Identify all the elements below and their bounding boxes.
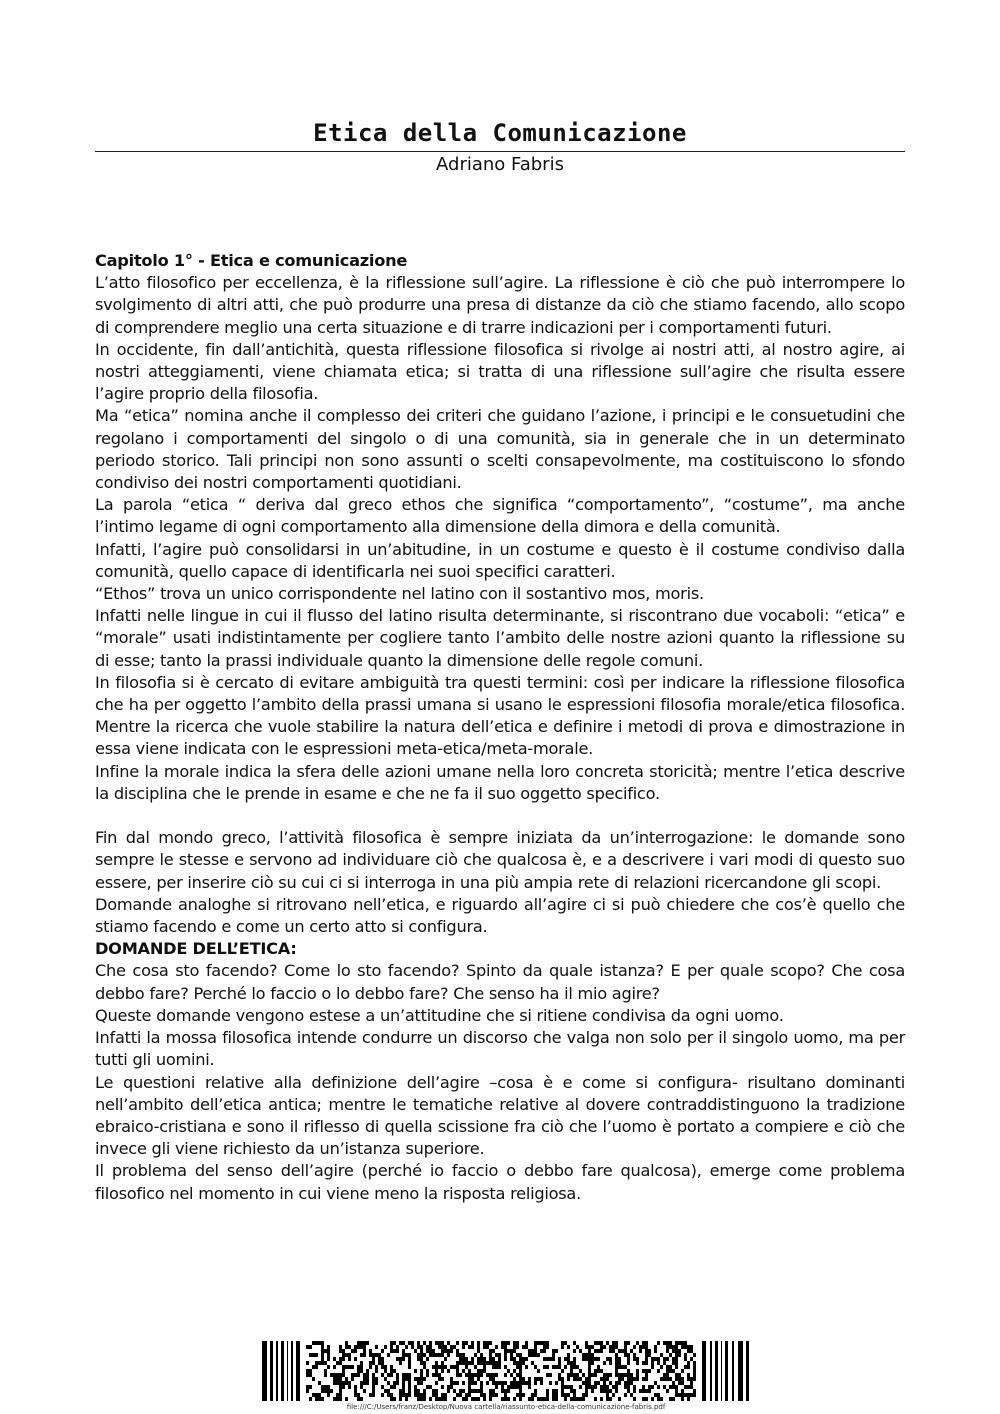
- paragraph: In occidente, fin dall’antichità, questa riflessione filosofica si rivolge ai nostri atti, al nostro agire, ai nostri atteggiamenti, viene chiamata etica; si tratta di una riflessione sull’agire che risulta essere l’agire proprio della filosofia.: [95, 339, 905, 404]
- document-author: Adriano Fabris: [436, 154, 564, 175]
- section-heading: DOMANDE DELL’ETICA:: [95, 939, 297, 959]
- paragraph: L’atto filosofico per eccellenza, è la riflessione sull’agire. La riflessione è ciò che può interrompere lo svolgimento di altri atti, che può produrre una presa di distanze da ciò che stiamo facendo, allo scopo di comprendere meglio una certa situazione e di trarre indicazioni per i comportamenti futuri.: [95, 273, 905, 337]
- paragraph: Infatti, l’agire può consolidarsi in un’abitudine, in un costume e questo è il costume condiviso dalla comunità, quello capace di identificarla nei suoi specifici caratteri.: [95, 539, 905, 581]
- paragraph: Domande analoghe si ritrovano nell’etica, e riguardo all’agire ci si può chiedere che cos’è quello che stiamo facendo e come un certo atto si configura.: [95, 894, 905, 937]
- paragraph: In filosofia si è cercato di evitare ambiguità tra questi termini: così per indicare la riflessione filosofica che ha per oggetto l’ambito della prassi umana si usano le espressioni filosofia morale/etica filosofica. Mentre la ricerca che vuole stabilire la natura dell’etica e definire i metodi di prova e dimostrazione in essa viene indicata con le espressioni meta-etica/meta-morale.: [95, 672, 905, 759]
- paragraph: Infine la morale indica la sfera delle azioni umane nella loro concreta storicità; mentre l’etica descrive la disciplina che le prende in esame e che ne fa il suo oggetto specifico.: [95, 761, 905, 803]
- paragraph: Ma “etica” nomina anche il complesso dei criteri che guidano l’azione, i principi e le consuetudini che regolano i comportamenti del singolo o di una comunità, sia in generale che in un determinato periodo storico. Tali principi non sono assunti o scelti consapevolmente, ma costituiscono lo sfondo condiviso dei nostri comportamenti quotidiani.: [95, 406, 905, 493]
- title-divider: [95, 151, 905, 152]
- paragraph: La parola “etica “ deriva dal greco ethos che significa “comportamento”, “costume”, ma anche l’intimo legame di ogni comportamento alla dimensione della dimora e della comunità.: [95, 495, 905, 537]
- paragraph: Infatti la mossa filosofica intende condurre un discorso che valga non solo per il singolo uomo, ma per tutti gli uomini.: [95, 1028, 905, 1070]
- document-body: [95, 250, 905, 1205]
- paragraph-spacer: [95, 805, 905, 827]
- document-title: Etica della Comunicazione: [313, 119, 687, 147]
- paragraph: Il problema del senso dell’agire (perché io faccio o debbo fare qualcosa), emerge come problema filosofico nel momento in cui viene meno la risposta religiosa.: [95, 1161, 905, 1203]
- paragraph: Infatti nelle lingue in cui il flusso del latino risulta determinante, si riscontrano due vocaboli: “etica” e “morale” usati indistintamente per cogliere tanto l’ambito delle nostre azioni quanto la riflessione su di esse; tanto la prassi individuale quanto la dimensione delle regole comuni.: [95, 606, 905, 670]
- paragraph: Fin dal mondo greco, l’attività filosofica è sempre iniziata da un’interrogazione: le domande sono sempre le stesse e servono ad individuare ciò che qualcosa è, e a descrivere i vari modi di questo suo essere, per inserire ciò su cui ci si interroga in una più ampia rete di relazioni ricercandone gli scopi.: [95, 828, 905, 892]
- paragraph: Le questioni relative alla definizione dell’agire –cosa è e come si configura- risultano dominanti nell’ambito dell’etica antica; mentre le tematiche relative al dovere contraddistinguono la tradizione ebraico-cristiana e sono il riflesso di quella scissione fra ciò che l’uomo è portato a compiere e ciò che invece gli viene richiesto da un’istanza superiore.: [95, 1072, 905, 1159]
- paragraph: Che cosa sto facendo? Come lo sto facendo? Spinto da quale istanza? E per quale scopo? Che cosa debbo fare? Perché lo faccio o lo debbo fare? Che senso ha il mio agire?: [95, 961, 905, 1003]
- chapter-heading: Capitolo 1° - Etica e comunicazione: [95, 251, 408, 270]
- paragraph: Queste domande vengono estese a un’attitudine che si ritiene condivisa da ogni uomo.: [95, 1005, 784, 1025]
- paragraph: “Ethos” trova un unico corrispondente nel latino con il sostantivo mos, moris.: [95, 584, 704, 604]
- barcode-image: [262, 1341, 750, 1401]
- footer-file-path: file:///C:/Users/franz/Desktop/Nuova cartella/riassunto-etica-della-comunicazione-fabris.pdf: [346, 1403, 666, 1411]
